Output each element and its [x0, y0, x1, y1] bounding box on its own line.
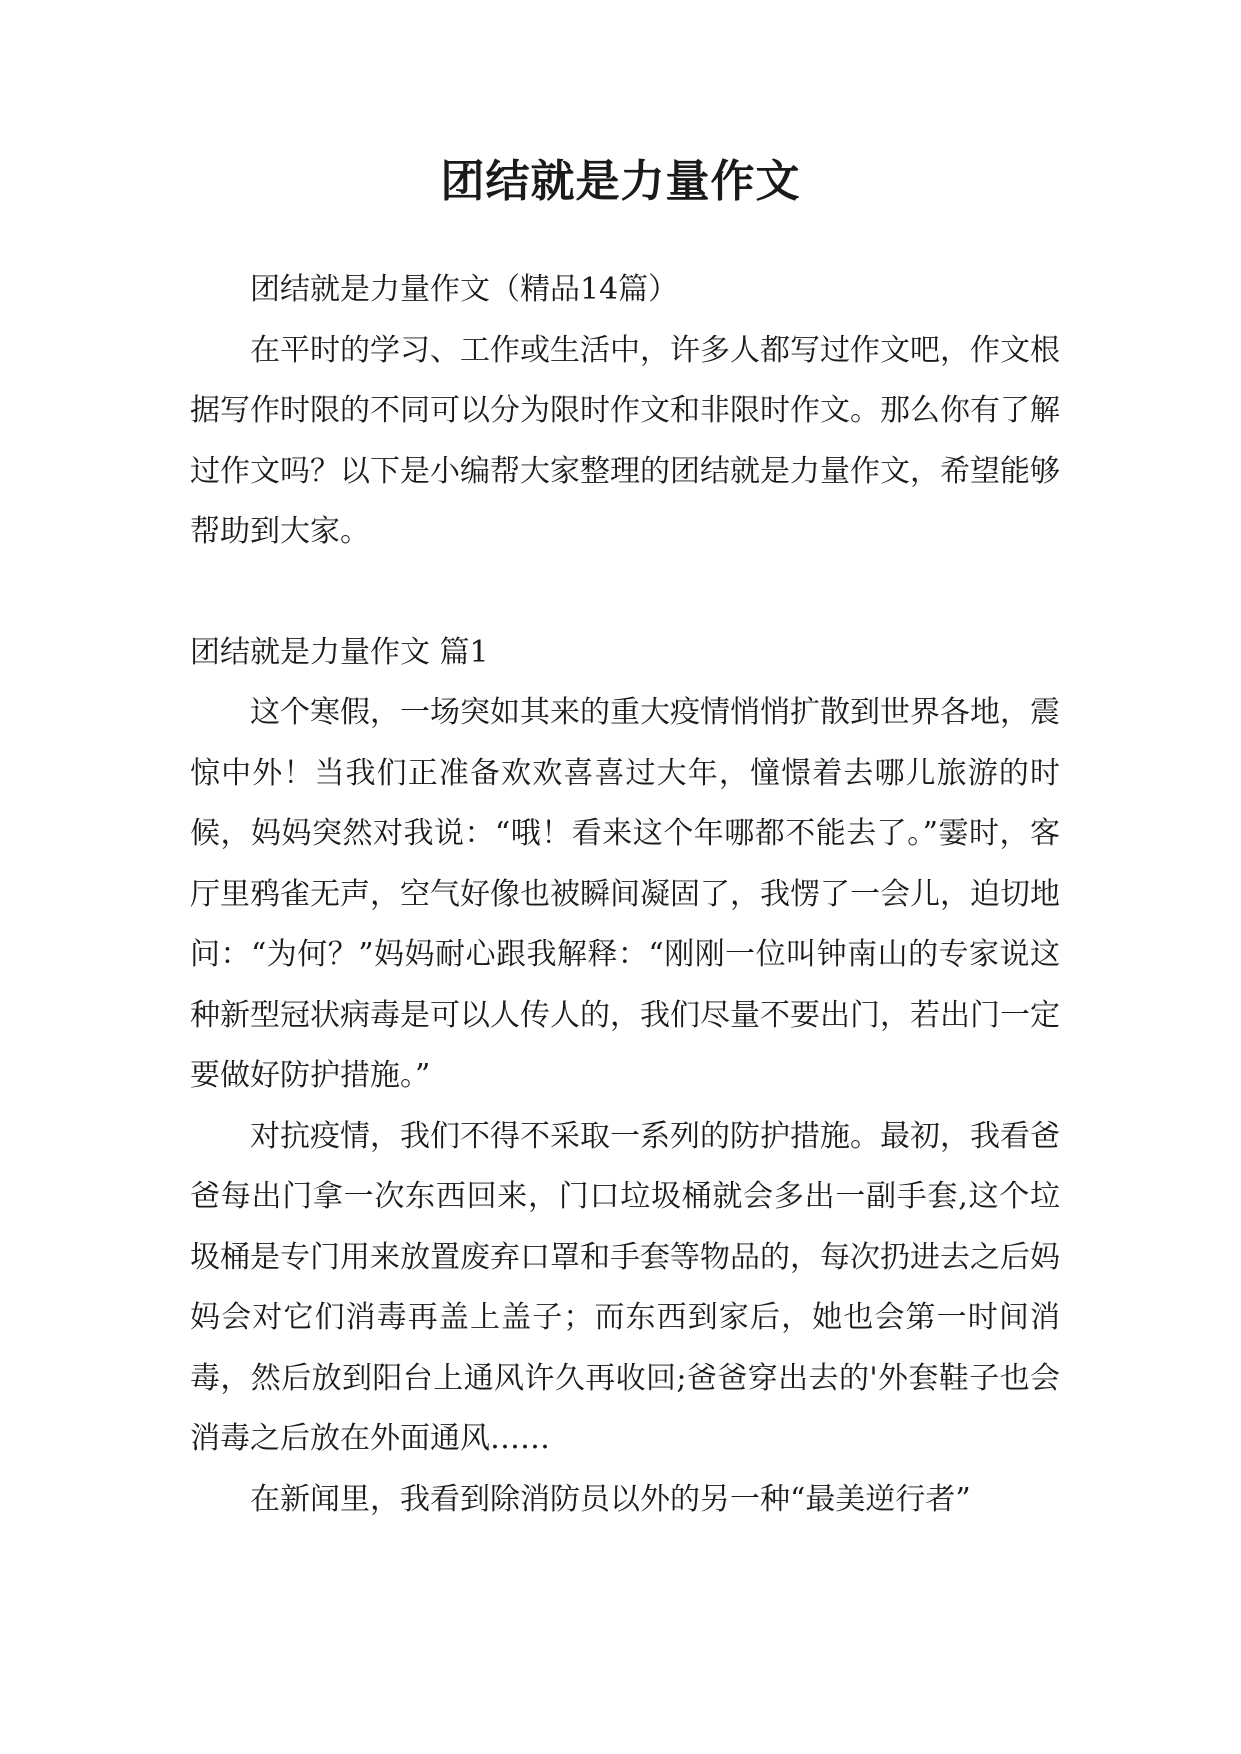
section-paragraph-3: 在新闻里，我看到除消防员以外的另一种“最美逆行者” — [250, 1481, 971, 1517]
document-title: 团结就是力量作文 — [440, 156, 801, 207]
section-paragraph-2: 对抗疫情，我们不得不采取一系列的防护措施。最初，我看爸爸每出门拿一次东西回来，门口垃圾桶就会多出一副手套,这个垃圾桶是专门用来放置废弃口罩和手套等物品的，每次扔进去之后妈妈会对它们消毒再盖上盖子；而东西到家后，她也会第一时间消毒，然后放到阳台上通风许久再收回;爸爸穿出去的'外套鞋子也会消毒之后放在外面通风…… — [190, 1118, 1060, 1456]
document-body — [190, 260, 1060, 1530]
section-heading: 团结就是力量作文 篇1 — [190, 634, 489, 670]
intro-paragraph: 在平时的学习、工作或生活中，许多人都写过作文吧，作文根据写作时限的不同可以分为限时作文和非限时作文。那么你有了解过作文吗？以下是小编帮大家整理的团结就是力量作文，希望能够帮助到大家。 — [190, 332, 1060, 549]
subtitle-paragraph: 团结就是力量作文（精品14篇） — [250, 272, 679, 307]
section-paragraph-1: 这个寒假，一场突如其来的重大疫情悄悄扩散到世界各地，震惊中外！当我们正准备欢欢喜喜过大年，憧憬着去哪儿旅游的时候，妈妈突然对我说：“哦！看来这个年哪都不能去了。”霎时，客厅里鸦雀无声，空气好像也被瞬间凝固了，我愣了一会儿，迫切地问：“为何？”妈妈耐心跟我解释：“刚刚一位叫钟南山的专家说这种新型冠状病毒是可以人传人的，我们尽量不要出门，若出门一定要做好防护措施。” — [190, 695, 1060, 1093]
